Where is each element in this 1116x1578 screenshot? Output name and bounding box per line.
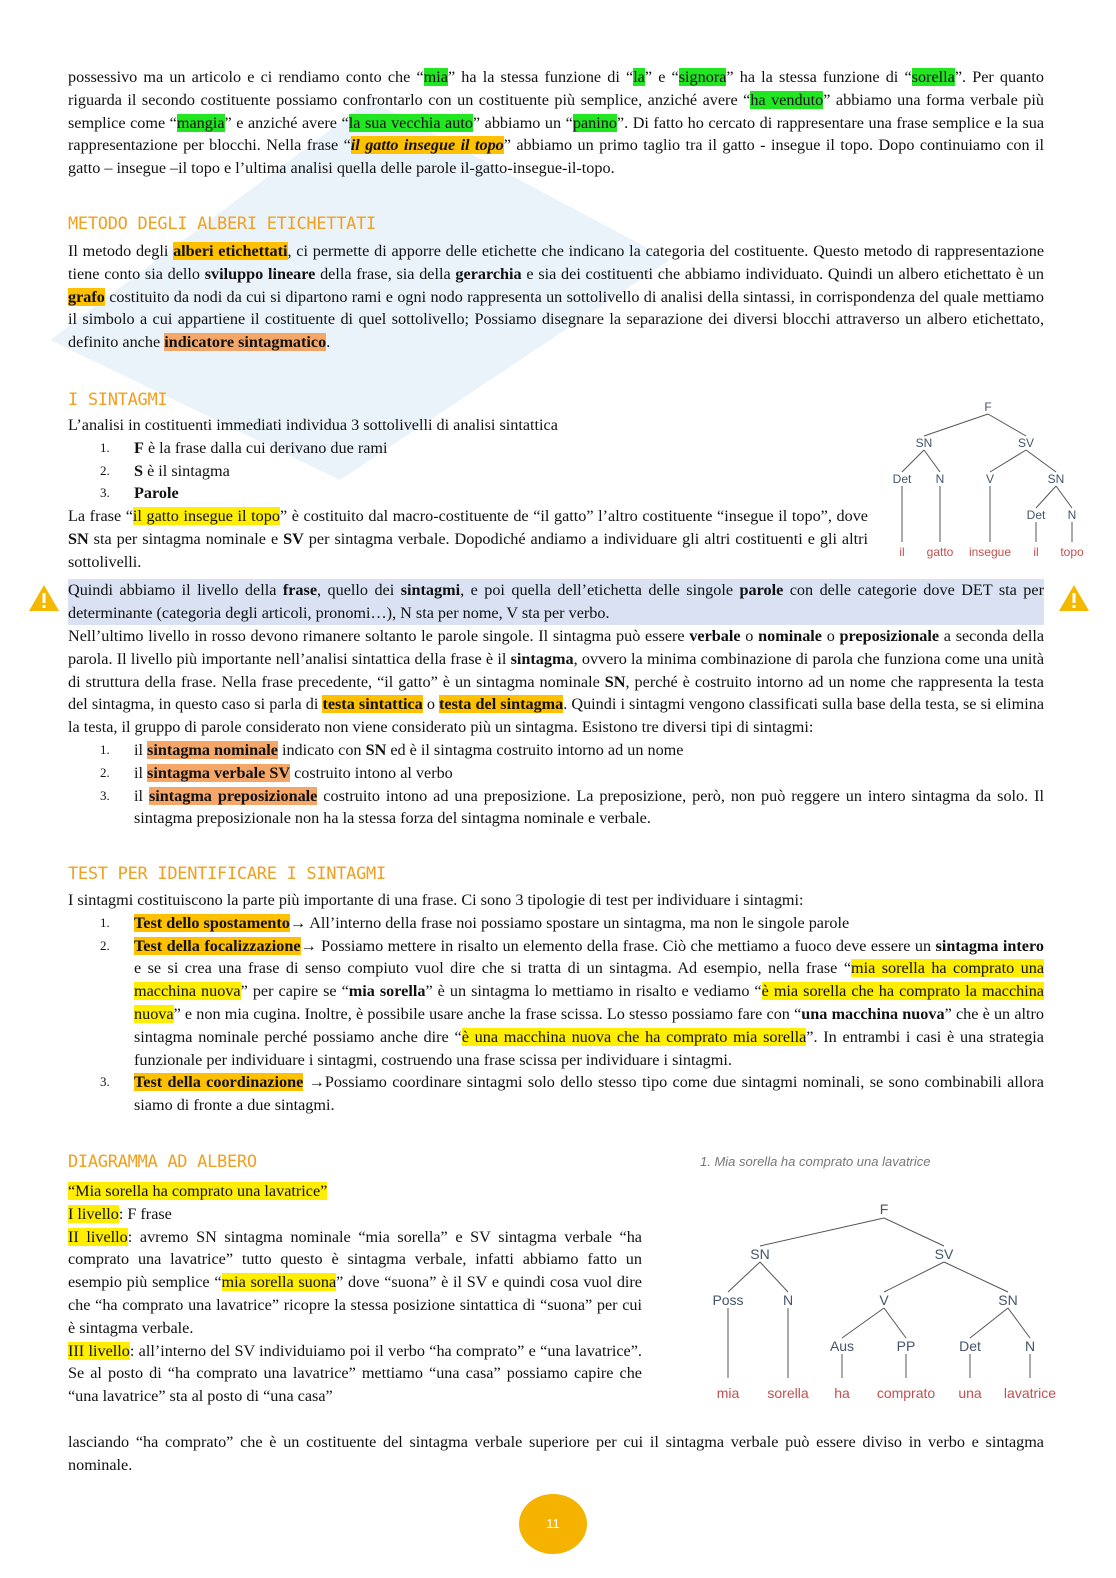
leaf-word: insegue (968, 545, 1012, 559)
paragraph-diagramma: “Mia sorella ha comprato una lavatrice” I livello: F frase II livello: avremo SN sintagma nominale “mia sorella” e SV sintagma verbale “ha comprato una lavatrice” tutto questo è sintagma verbale, infatti abbiamo fatto un esempio più semplice “mia sorella suona” dove “suona” è il SV e quindi cosa vuol dire che “ha comprato una lavatrice” ricopre la stessa posizione sintattica di “suona” per cui è sintagma verbale. III livello: all’interno del SV individuiamo poi il verbo “ha comprato” e “una lavatrice”. Se al posto di “ha comprato una lavatrice” mettiamo “una casa” possiamo capire che “una lavatrice” sta al posto di “una casa” (68, 1182, 642, 1406)
list-item: 2. S è il sintagma (100, 461, 230, 480)
node-Det: Det (959, 1338, 981, 1354)
node-V: V (985, 472, 995, 486)
paragraph-conclusione: lasciando “ha comprato” che è un costituente del sintagma verbale superiore per cui il sintagma verbale può essere diviso in verbo e sintagma nominale. (68, 1433, 1044, 1474)
node-PP: PP (896, 1338, 916, 1354)
list-item: 3. Test della coordinazione →Possiamo coordinare sintagmi solo dello stesso tipo come due sintagmi nominali, se sono combinabili allora siamo di fronte a due sintagmi. (100, 1073, 1044, 1115)
node-Aus: Aus (829, 1338, 855, 1354)
heading-test-sintagmi: TEST PER IDENTIFICARE I SINTAGMI (68, 864, 386, 884)
warning-box: Quindi abbiamo il livello della frase, quello dei sintagmi, e poi quella dell’etichetta delle singole parole con delle categorie dove DET sta per determinante (categoria degli articoli, pronomi…), N sta per nome, V sta per verbo. (68, 579, 1044, 625)
list-item: 1. Test dello spostamento→ All’interno della frase noi possiamo spostare un sintagma, ma non le singole parole (100, 913, 850, 932)
warning-icon (1058, 584, 1090, 612)
leaf-word: ha (834, 1385, 850, 1401)
node-Det: Det (892, 472, 912, 486)
heading-diagramma: DIAGRAMMA AD ALBERO (68, 1152, 257, 1172)
tree-diagram-gatto (884, 396, 1090, 566)
node-SN2: SN (998, 1292, 1018, 1308)
list-item: 1. il sintagma nominale indicato con SN ed è il sintagma costruito intorno ad un nome (100, 740, 684, 759)
node-SN: SN (750, 1246, 770, 1262)
list-item: 2. Test della focalizzazione→ Possiamo mettere in risalto un elemento della frase. Ciò che mettiamo a fuoco deve essere un sintagma intero e se si crea una frase di senso compiuto vuol dire che si tratta di un sintagma. Ad esempio, nella frase “mia sorella ha comprato una macchina nuova” per capire se “mia sorella” è un sintagma lo mettiamo in risalto e vediamo “è mia sorella che ha comprato la macchina nuova” e non mia cugina. Inoltre, è possibile usare anche la frase scissa. Lo stesso possiamo fare con “una macchina nuova” che è un altro sintagma nominale perché possiamo anche dire “è una macchina nuova che ha comprato mia sorella”. In entrambi i casi è una strategia funzionale per individuare i sintagmi, costruendo una frase scissa per individuare i sintagmi. (100, 936, 1045, 1069)
node-Det2: Det (1026, 508, 1046, 522)
leaf-word: gatto (926, 545, 954, 559)
node-V: V (879, 1292, 889, 1308)
node-N2: N (1024, 1338, 1036, 1354)
figure-caption: 1. Mia sorella ha comprato una lavatrice (700, 1154, 931, 1169)
warning-icon (28, 584, 60, 612)
leaf-word: comprato (876, 1385, 936, 1401)
leaf-word: topo (1060, 545, 1084, 559)
heading-alberi-etichettati: METODO DEGLI ALBERI ETICHETTATI (68, 214, 376, 234)
leaf-word: il (899, 545, 905, 559)
paragraph-sintagmi: L’analisi in costituenti immediati individua 3 sottolivelli di analisi sintattica 1. F è la frase dalla cui derivano due rami 2. S è il sintagma 3. Parole La frase “il gatto insegue il topo” è costituito dal macro-costituente de “il gatto” l’altro costituente “insegue il topo”, dove SN sta per sintagma nominale e SV per sintagma verbale. Dopodiché andiamo a individuare gli altri costituenti e gli altri sottolivelli. (68, 416, 868, 571)
node-N2: N (1067, 508, 1077, 522)
leaf-word: sorella (767, 1385, 809, 1401)
node-SN: SN (915, 436, 933, 450)
heading-sintagmi: I SINTAGMI (68, 390, 168, 410)
leaf-word: lavatrice (1003, 1385, 1057, 1401)
paragraph-test: I sintagmi costituiscono la parte più importante di una frase. Ci sono 3 tipologie di test per individuare i sintagmi: 1. Test dello spostamento→ All’interno della frase noi possiamo spostare un sintagma, ma non le singole parole 2. Test della focalizzazione→ Possiamo mettere in risalto un elemento della frase. Ciò che mettiamo a fuoco deve essere un sintagma intero e se si crea una frase di senso compiuto vuol dire che si tratta di un sintagma. Ad esempio, nella frase “mia sorella ha comprato una macchina nuova” per capire se “mia sorella” è un sintagma lo mettiamo in risalto e vediamo “è mia sorella che ha comprato la macchina nuova” e non mia cugina. Inoltre, è possibile usare anche la frase scissa. Lo stesso possiamo fare con “una macchina nuova” che è un altro sintagma nominale perché possiamo anche dire “è una macchina nuova che ha comprato mia sorella”. In entrambi i casi è una strategia funzionale per individuare i sintagmi, costruendo una frase scissa per individuare i sintagmi. 3. Test della coordinazione →Possiamo coordinare sintagmi solo dello stesso tipo come due sintagmi nominali, se sono combinabili allora siamo di fronte a due sintagmi. (68, 889, 1044, 1117)
node-N: N (782, 1292, 794, 1308)
node-F: F (879, 1201, 889, 1217)
leaf-word: il (1033, 545, 1039, 559)
node-N: N (935, 472, 945, 486)
paragraph-intro: possessivo ma un articolo e ci rendiamo conto che “mia” ha la stessa funzione di “la” e “signora” ha la stessa funzione di “sorella”. Per quanto riguarda il secondo costituente possiamo confrontarlo con un costituente più semplice, anziché avere “ha venduto” abbiamo una forma verbale più semplice come “mangia” e anziché avere “la sua vecchia auto” abbiamo un “panino”. Di fatto ho cercato di rappresentare una frase semplice e la sua rappresentazione per blocchi. Nella frase “il gatto insegue il topo” abbiamo un primo taglio tra il gatto - insegue il topo. Dopo continuiamo con il gatto – insegue –il topo e l’ultima analisi quella delle parole il-gatto-insegue-il-topo. (68, 68, 1045, 178)
paragraph-tipi-sintagmi: Nell’ultimo livello in rosso devono rimanere soltanto le parole singole. Il sintagma può essere verbale o nominale o preposizionale a seconda della parola. Il livello più importante nell’analisi sintattica della frase è il sintagma, ovvero la minima combinazione di parola che funziona come una unità di struttura della frase. Nella frase precedente, “il gatto” è un sintagma nominale SN, perché è costruito intorno ad un nome che rappresenta la testa del sintagma, in questo caso si parla di testa sintattica o testa del sintagma. Quindi i sintagmi vengono classificati sulla base della testa, se si elimina la testa, il gruppo di parole considerato non viene considerato più un sintagma. Esistono tre diversi tipi di sintagmi: 1. il sintagma nominale indicato con SN ed è il sintagma costruito intorno ad un nome 2. il sintagma verbale SV costruito intono al verbo 3. il sintagma preposizionale costruito intono ad una preposizione. La preposizione, però, non può reggere un intero sintagma da solo. Il sintagma preposizionale non ha la stessa forza del sintagma nominale e verbale. (68, 625, 1044, 830)
paragraph-alberi: Il metodo degli alberi etichettati, ci permette di apporre delle etichette che indicano la categoria del costituente. Questo metodo di rappresentazione tiene conto sia dello sviluppo lineare della frase, sia della gerarchia e sia dei costituenti che abbiamo individuato. Quindi un albero etichettato è un grafo costituito da nodi da cui si dipartono rami e ogni nodo rappresenta un sottolivello di analisi della sintassi, in corrispondenza del quale mettiamo il simbolo a cui appartiene il costituente di quel sottolivello; Possiamo disegnare la separazione dei diversi blocchi attraverso un albero etichettato, definito anche indicatore sintagmatico. (68, 242, 1044, 352)
list-item: 3. Parole (100, 484, 179, 503)
leaf-word: mia (716, 1385, 740, 1401)
list-item: 2. il sintagma verbale SV costruito intono al verbo (100, 763, 453, 782)
node-SN2: SN (1047, 472, 1065, 486)
leaf-word: una (958, 1385, 982, 1401)
tree-diagram-lavatrice (700, 1196, 1070, 1406)
page-number: 11 (519, 1494, 587, 1554)
node-F: F (984, 400, 992, 414)
node-SV: SV (934, 1246, 954, 1262)
node-Poss: Poss (712, 1292, 744, 1308)
node-SV: SV (1017, 436, 1035, 450)
list-item: 1. F è la frase dalla cui derivano due rami (100, 438, 388, 457)
list-item: 3. il sintagma preposizionale costruito intono ad una preposizione. La preposizione, però, non può reggere un intero sintagma da solo. Il sintagma preposizionale non ha la stessa forza del sintagma nominale e verbale. (100, 786, 1045, 828)
